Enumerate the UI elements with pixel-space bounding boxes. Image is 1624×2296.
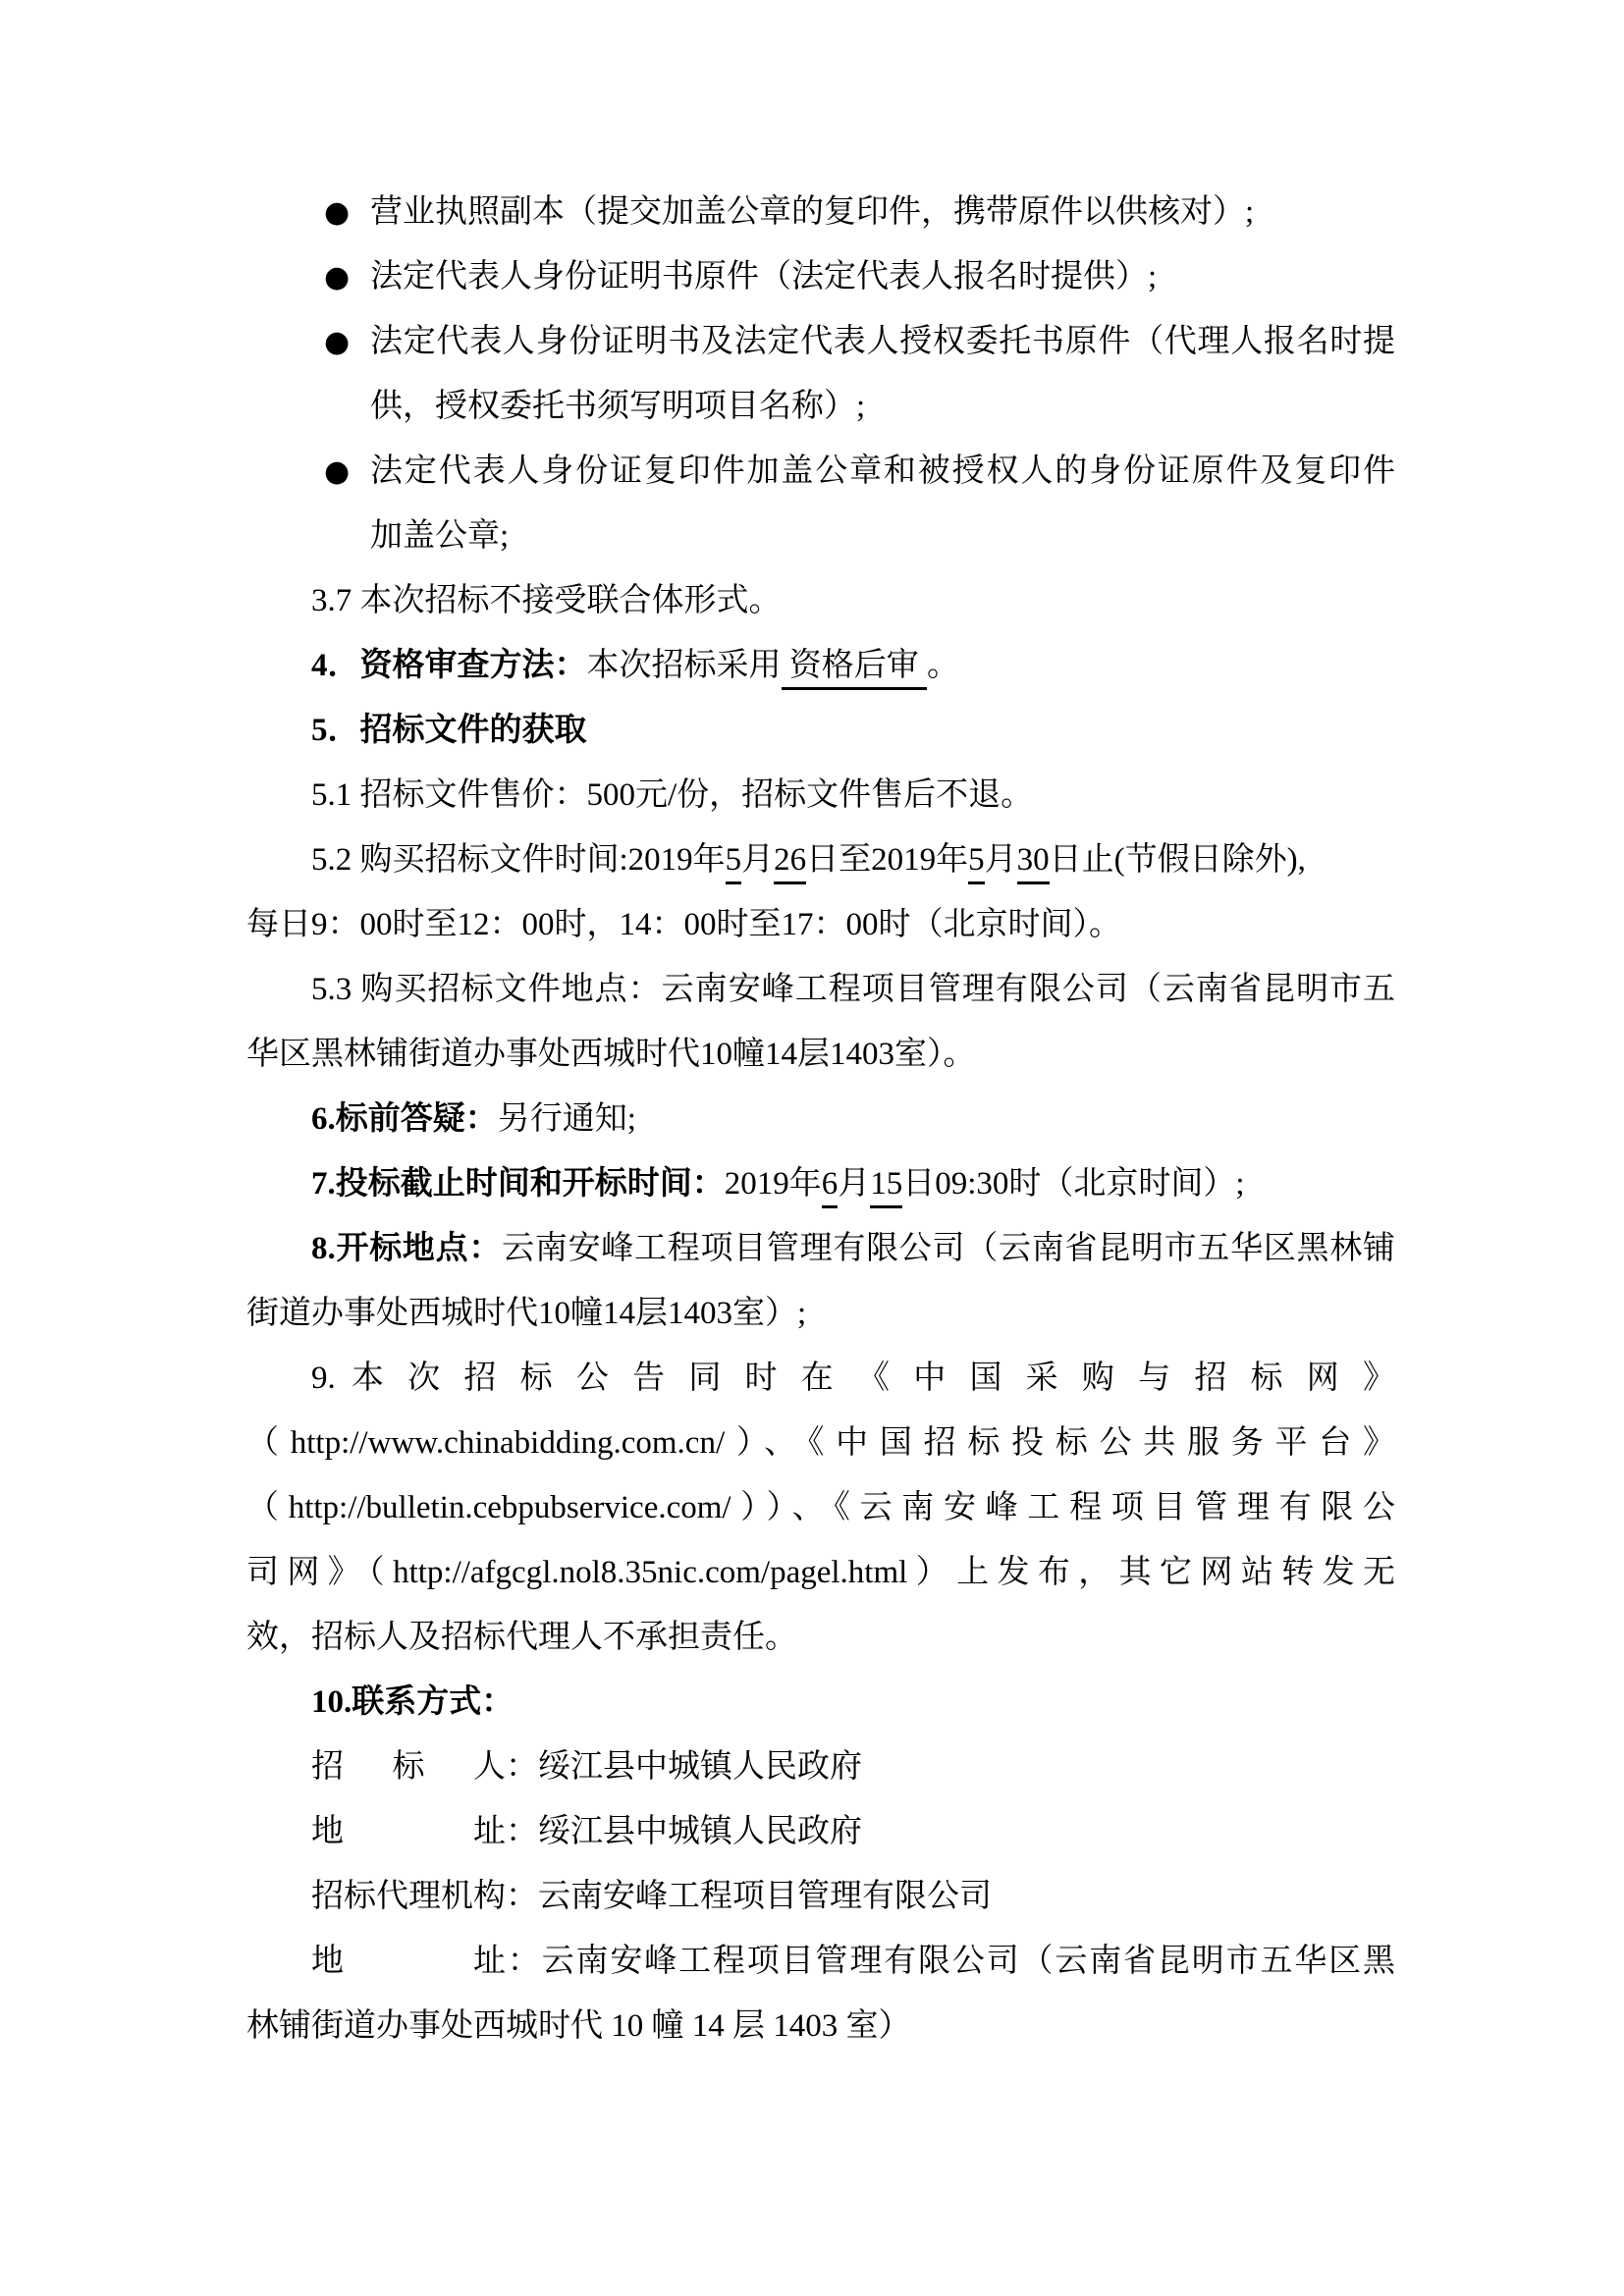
underlined-value: 5 — [726, 842, 742, 884]
contact-row-tenderer-address — [246, 1799, 1395, 1864]
section-heading: 5．招标文件的获取 — [311, 713, 587, 748]
contact-value: 云南安峰工程项目管理有限公司 — [538, 1879, 992, 1914]
clause-label: 6.标前答疑： — [311, 1101, 498, 1137]
bullet-item-id-copies — [246, 439, 1395, 504]
contact-row-tenderer — [246, 1735, 1395, 1799]
clause-label: 4．资格审查方法： — [311, 648, 587, 683]
clause-5-2-purchase-time-cont — [246, 892, 1395, 957]
contact-colon: ： — [506, 1879, 538, 1914]
contact-label: 地 址 — [311, 1944, 506, 1979]
bullet-item-id-copies-cont — [246, 504, 1395, 568]
clause-3-7 — [246, 568, 1395, 633]
clause-5-3-purchase-place-cont — [246, 1022, 1395, 1087]
contact-colon: ： — [506, 1814, 538, 1849]
underlined-value: 15 — [870, 1166, 902, 1208]
clause-7-deadline-opening-time — [246, 1151, 1395, 1216]
contact-value: 云南安峰工程项目管理有限公司（云南省昆明市五华区黑 — [541, 1944, 1396, 1979]
clause-6-pre-bid-qa — [246, 1087, 1395, 1151]
clause-text: 另行通知; — [497, 1101, 636, 1137]
clause-text: 月 — [984, 842, 1017, 878]
clause-9-announcement-sites-line4 — [246, 1540, 1395, 1605]
bullet-item-authorization-letter — [246, 309, 1395, 374]
contact-label: 地 址 — [311, 1814, 506, 1849]
contact-row-agency-address — [246, 1929, 1395, 1994]
clause-text: 日至2019年 — [806, 842, 969, 878]
clause-5-2-purchase-time — [246, 828, 1395, 892]
section-heading: 10.联系方式： — [311, 1684, 514, 1720]
clause-text: 每日9：00时至12：00时，14：00时至17：00时（北京时间）。 — [246, 907, 1121, 942]
clause-text: 2019年 — [724, 1166, 822, 1201]
contact-label: 招标代理机构 — [311, 1879, 506, 1914]
clause-text: 月 — [741, 842, 775, 878]
clause-9-announcement-sites-line5 — [246, 1605, 1395, 1670]
clause-text: 月 — [838, 1166, 871, 1201]
clause-text: 5.1 招标文件售价：500元/份，招标文件售后不退。 — [311, 777, 1034, 813]
contact-row-agency-address-cont — [246, 1994, 1395, 2058]
url-text: （http://www.chinabidding.com.cn/）、《中国招标投标公共服务平台》 — [246, 1425, 1395, 1461]
contact-label: 招 标 人 — [311, 1749, 506, 1785]
contact-value: 绥江县中城镇人民政府 — [538, 1749, 862, 1785]
clause-5-heading — [246, 698, 1395, 763]
clause-label: 8.开标地点： — [311, 1231, 503, 1266]
clause-9-announcement-sites-line3 — [246, 1475, 1395, 1540]
underlined-value: 26 — [774, 842, 806, 884]
bullet-icon: ● — [324, 260, 351, 294]
clause-9-announcement-sites-line2 — [246, 1411, 1395, 1475]
clause-text: 。 — [927, 648, 959, 683]
clause-text: 效，招标人及招标代理人不承担责任。 — [246, 1620, 797, 1655]
bullet-item-text: 法定代表人身份证复印件加盖公章和被授权人的身份证原件及复印件 — [370, 454, 1395, 489]
clause-text: 云南安峰工程项目管理有限公司（云南省昆明市五华区黑林铺 — [502, 1231, 1395, 1266]
clause-text: 9. 本 次 招 标 公 告 同 时 在 《 中 国 采 购 与 招 标 网 》 — [311, 1361, 1395, 1396]
clause-text: 3.7 本次招标不接受联合体形式。 — [311, 583, 782, 618]
bullet-item-text: 供，授权委托书须写明项目名称）; — [370, 389, 866, 424]
bullet-icon: ● — [324, 454, 351, 489]
contact-colon: ： — [506, 1944, 542, 1979]
url-text: （http://bulletin.cebpubservice.com/））、《云南安峰工程项目管理有限公 — [246, 1490, 1395, 1525]
bullet-item-legal-rep-certificate — [246, 244, 1395, 309]
contact-colon: ： — [506, 1749, 538, 1785]
underlined-value: 30 — [1017, 842, 1050, 884]
bullet-item-authorization-letter-cont — [246, 374, 1395, 439]
contact-row-agency — [246, 1864, 1395, 1929]
clause-8-opening-place — [246, 1216, 1395, 1281]
bullet-icon: ● — [324, 195, 351, 230]
contact-value: 林铺街道办事处西城时代 10 幢 14 层 1403 室） — [246, 2008, 911, 2044]
bullet-icon: ● — [324, 325, 351, 359]
clause-4-qualification-method — [246, 633, 1395, 698]
url-text: 司网》（http://afgcgl.nol8.35nic.com/pagel.html）上发布，其它网站转发无 — [246, 1555, 1395, 1590]
bullet-item-business-license — [246, 180, 1395, 244]
clause-text: 5.2 购买招标文件时间:2019年 — [311, 842, 726, 878]
bullet-item-text: 法定代表人身份证明书及法定代表人授权委托书原件（代理人报名时提 — [370, 324, 1395, 359]
clause-10-heading — [246, 1670, 1395, 1735]
underlined-value: 6 — [822, 1166, 839, 1208]
clause-text: 华区黑林铺街道办事处西城时代10幢14层1403室）。 — [246, 1037, 976, 1072]
contact-value: 绥江县中城镇人民政府 — [538, 1814, 862, 1849]
clause-label: 7.投标截止时间和开标时间： — [311, 1166, 725, 1201]
clause-text: 日09:30时（北京时间）; — [902, 1166, 1245, 1201]
clause-text: 街道办事处西城时代10幢14层1403室）; — [246, 1296, 807, 1331]
underlined-value: 5 — [968, 842, 985, 884]
clause-5-3-purchase-place — [246, 957, 1395, 1022]
clause-9-announcement-sites-line1 — [246, 1346, 1395, 1411]
tender-notice-body — [246, 180, 1395, 2058]
underlined-value: 资格后审 — [782, 648, 928, 690]
clause-8-opening-place-cont — [246, 1281, 1395, 1346]
clause-text: 本次招标采用 — [586, 648, 782, 683]
clause-text: 日止(节假日除外), — [1049, 842, 1306, 878]
clause-5-1-document-price — [246, 763, 1395, 828]
bullet-item-text: 营业执照副本（提交加盖公章的复印件，携带原件以供核对）; — [370, 194, 1255, 230]
bullet-item-text: 法定代表人身份证明书原件（法定代表人报名时提供）; — [370, 259, 1158, 294]
bullet-item-text: 加盖公章; — [370, 518, 510, 554]
clause-text: 5.3 购买招标文件地点：云南安峰工程项目管理有限公司（云南省昆明市五 — [311, 972, 1395, 1007]
